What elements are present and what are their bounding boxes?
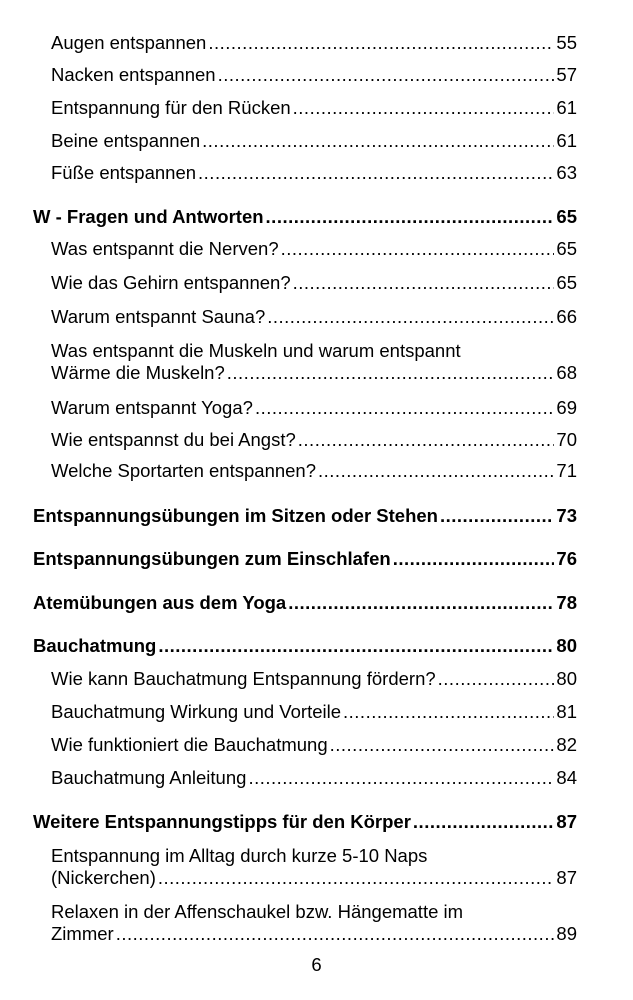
toc-entry-page: 61 [556, 130, 577, 151]
toc-entry-title-line: Relaxen in der Affenschaukel bzw. Hängematte im [51, 901, 464, 922]
dot-leader [343, 701, 554, 723]
dot-leader [293, 97, 555, 119]
toc-entry-title: Wie das Gehirn entspannen? [51, 272, 291, 293]
toc-section-entry[interactable] [51, 97, 577, 119]
toc-entry-page: 87 [556, 811, 577, 832]
toc-entry-title: Entspannungsübungen zum Einschlafen [33, 548, 391, 569]
dot-leader [248, 767, 554, 789]
toc-entry-page: 57 [556, 64, 577, 85]
toc-entry-page: 78 [556, 592, 577, 613]
dot-leader [227, 362, 555, 384]
toc-entry-page: 81 [556, 701, 577, 722]
dot-leader [198, 162, 554, 184]
toc-entry-page: 61 [556, 97, 577, 118]
dot-leader [208, 32, 554, 54]
toc-entry-title: Wie kann Bauchatmung Entspannung fördern? [51, 668, 436, 689]
toc-section-entry[interactable] [51, 238, 577, 260]
toc-section-entry[interactable] [51, 429, 577, 451]
toc-entry-title: Wärme die Muskeln? [51, 362, 225, 383]
toc-chapter-entry[interactable] [33, 592, 577, 614]
toc-entry-title: Weitere Entspannungstipps für den Körper [33, 811, 411, 832]
dot-leader [413, 811, 555, 833]
toc-entry-title: Wie entspannst du bei Angst? [51, 429, 296, 450]
dot-leader [266, 206, 555, 228]
toc-entry-page: 55 [556, 32, 577, 53]
dot-leader [218, 64, 555, 86]
dot-leader [158, 867, 555, 889]
toc-entry-title: Welche Sportarten entspannen? [51, 460, 317, 481]
dot-leader [255, 397, 554, 419]
toc-entry-title: W - Fragen und Antworten [33, 206, 264, 227]
toc-entry-title: Nacken entspannen [51, 64, 216, 85]
toc-entry-page: 80 [556, 668, 577, 689]
toc-entry-title: Bauchatmung [33, 635, 157, 656]
toc-section-entry[interactable] [51, 272, 577, 294]
toc-section-entry[interactable] [51, 845, 577, 889]
toc-chapter-entry[interactable] [33, 635, 577, 657]
toc-chapter-entry[interactable] [33, 548, 577, 570]
toc-section-entry[interactable] [51, 32, 577, 54]
toc-entry-page: 89 [556, 923, 577, 944]
toc-entry-title: Augen entspannen [51, 32, 207, 53]
dot-leader [267, 306, 554, 328]
toc-entry-title: Beine entspannen [51, 130, 201, 151]
toc-section-entry[interactable] [51, 340, 577, 384]
dot-leader [393, 548, 555, 570]
toc-entry-title: Zimmer [51, 923, 114, 944]
dot-leader [298, 429, 555, 451]
dot-leader [158, 635, 554, 657]
toc-entry-page: 73 [556, 505, 577, 526]
toc-section-entry[interactable] [51, 701, 577, 723]
dot-leader [116, 923, 555, 945]
toc-entry-page: 68 [556, 362, 577, 383]
toc-entry-title: Warum entspannt Yoga? [51, 397, 253, 418]
toc-entry-title-line: Was entspannt die Muskeln und warum entspannt [51, 340, 461, 361]
toc-entry-page: 65 [556, 206, 577, 227]
dot-leader [293, 272, 555, 294]
toc-section-entry[interactable] [51, 64, 577, 86]
dot-leader [440, 505, 554, 527]
toc-section-entry[interactable] [51, 397, 577, 419]
page-number: 6 [311, 954, 322, 975]
toc-chapter-entry[interactable] [33, 505, 577, 527]
toc-entry-page: 66 [556, 306, 577, 327]
toc-entry-title: Was entspannt die Nerven? [51, 238, 279, 259]
toc-section-entry[interactable] [51, 130, 577, 152]
dot-leader [281, 238, 555, 260]
dot-leader [202, 130, 554, 152]
toc-entry-title: (Nickerchen) [51, 867, 156, 888]
dot-leader [438, 668, 555, 690]
toc-entry-title: Wie funktioniert die Bauchatmung [51, 734, 328, 755]
toc-section-entry[interactable] [51, 901, 577, 945]
toc-entry-page: 82 [556, 734, 577, 755]
dot-leader [330, 734, 555, 756]
toc-entry-title: Entspannungsübungen im Sitzen oder Stehen [33, 505, 438, 526]
toc-entry-title: Entspannung für den Rücken [51, 97, 291, 118]
toc-section-entry[interactable] [51, 460, 577, 482]
toc-entry-page: 80 [556, 635, 577, 656]
toc-chapter-entry[interactable] [33, 811, 577, 833]
toc-entry-title-line: Entspannung im Alltag durch kurze 5-10 Naps [51, 845, 428, 866]
toc-entry-page: 65 [556, 272, 577, 293]
toc-entry-page: 76 [556, 548, 577, 569]
toc-chapter-entry[interactable] [33, 206, 577, 228]
toc-entry-page: 69 [556, 397, 577, 418]
toc-entry-title: Warum entspannt Sauna? [51, 306, 266, 327]
toc-section-entry[interactable] [51, 162, 577, 184]
toc-entry-page: 84 [556, 767, 577, 788]
toc-entry-page: 87 [556, 867, 577, 888]
toc-entry-page: 71 [556, 460, 577, 481]
toc-entry-title: Atemübungen aus dem Yoga [33, 592, 287, 613]
toc-section-entry[interactable] [51, 306, 577, 328]
toc-section-entry[interactable] [51, 767, 577, 789]
dot-leader [318, 460, 554, 482]
toc-entry-title: Bauchatmung Wirkung und Vorteile [51, 701, 342, 722]
toc-section-entry[interactable] [51, 734, 577, 756]
toc-entry-page: 65 [556, 238, 577, 259]
toc-section-entry[interactable] [51, 668, 577, 690]
toc-entry-title: Füße entspannen [51, 162, 197, 183]
toc-entry-title: Bauchatmung Anleitung [51, 767, 247, 788]
toc-entry-page: 63 [556, 162, 577, 183]
toc-entry-page: 70 [556, 429, 577, 450]
dot-leader [288, 592, 554, 614]
